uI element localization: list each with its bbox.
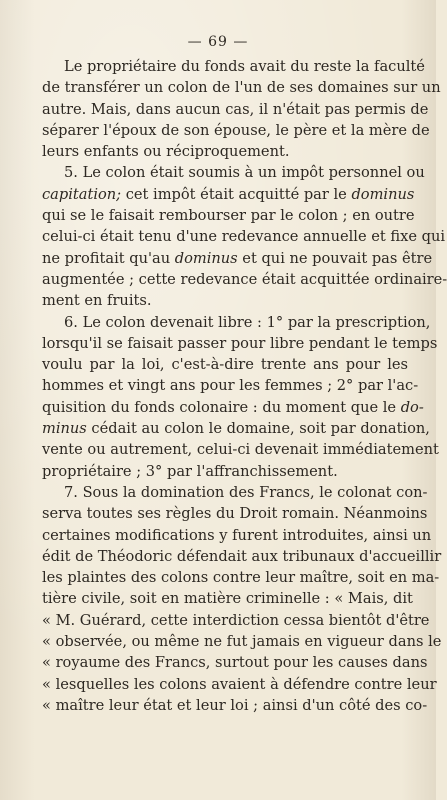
text-line: de transférer un colon de l'un de ses domaines sur un: [42, 79, 441, 97]
text-line: 6. Le colon devenait libre : 1° par la prescription,: [64, 313, 431, 331]
text-line: édit de Théodoric défendait aux tribunaux d'accueillir: [42, 547, 442, 565]
text-line: autre. Mais, dans aucun cas, il n'était pas permis de: [42, 100, 429, 118]
text-line: capitation; cet impôt était acquitté par le dominus: [42, 185, 415, 203]
text-line: « royaume des Francs, surtout pour les causes dans: [42, 654, 428, 672]
text-line: 5. Le colon était soumis à un impôt personnel ou: [64, 164, 425, 182]
text-line: ne profitait qu'au dominus et qui ne pouvait pas être: [42, 249, 433, 267]
text-line: celui-ci était tenu d'une redevance annuelle et fixe qui: [42, 228, 446, 246]
text-line: les plaintes des colons contre leur maître, soit en ma-: [42, 569, 440, 587]
text-line: augmentée ; cette redevance était acquittée ordinaire-: [42, 270, 447, 288]
text-line: hommes et vingt ans pour les femmes ; 2° par l'ac-: [42, 377, 419, 395]
text-line: minus cédait au colon le domaine, soit par donation,: [42, 420, 430, 438]
text-line: voulu par la loi, c'est-à-dire trente ans pour les: [42, 356, 408, 374]
text-line: propriétaire ; 3° par l'affranchissement.: [42, 462, 338, 480]
text-line: certaines modifications y furent introduites, ainsi un: [42, 526, 432, 544]
text-line: « M. Guérard, cette interdiction cessa bientôt d'être: [42, 611, 430, 629]
text-line: vente ou autrement, celui-ci devenait immédiatement: [42, 441, 439, 459]
text-line: leurs enfants ou réciproquement.: [42, 143, 290, 161]
text-line: « maître leur état et leur loi ; ainsi d'un côté des co-: [42, 696, 428, 714]
text-line: 7. Sous la domination des Francs, le colonat con-: [64, 483, 428, 501]
text-line: serva toutes ses règles du Droit romain. Néanmoins: [42, 505, 428, 523]
text-line: « observée, ou même ne fut jamais en vigueur dans le: [42, 633, 442, 651]
page-number: — 69 —: [187, 34, 249, 50]
text-line: tière civile, soit en matière criminelle : « Mais, dit: [42, 590, 413, 608]
body-text: [42, 56, 447, 716]
text-line: « lesquelles les colons avaient à défendre contre leur: [42, 675, 437, 693]
text-line: ment en fruits.: [42, 292, 152, 310]
text-line: lorsqu'il se faisait passer pour libre pendant le temps: [42, 334, 438, 352]
text-line: quisition du fonds colonaire : du moment que le do-: [42, 398, 424, 416]
text-line: qui se le faisait rembourser par le colon ; en outre: [42, 207, 415, 225]
text-line: Le propriétaire du fonds avait du reste la faculté: [64, 58, 425, 75]
text-line: séparer l'époux de son épouse, le père et la mère de: [42, 121, 430, 139]
